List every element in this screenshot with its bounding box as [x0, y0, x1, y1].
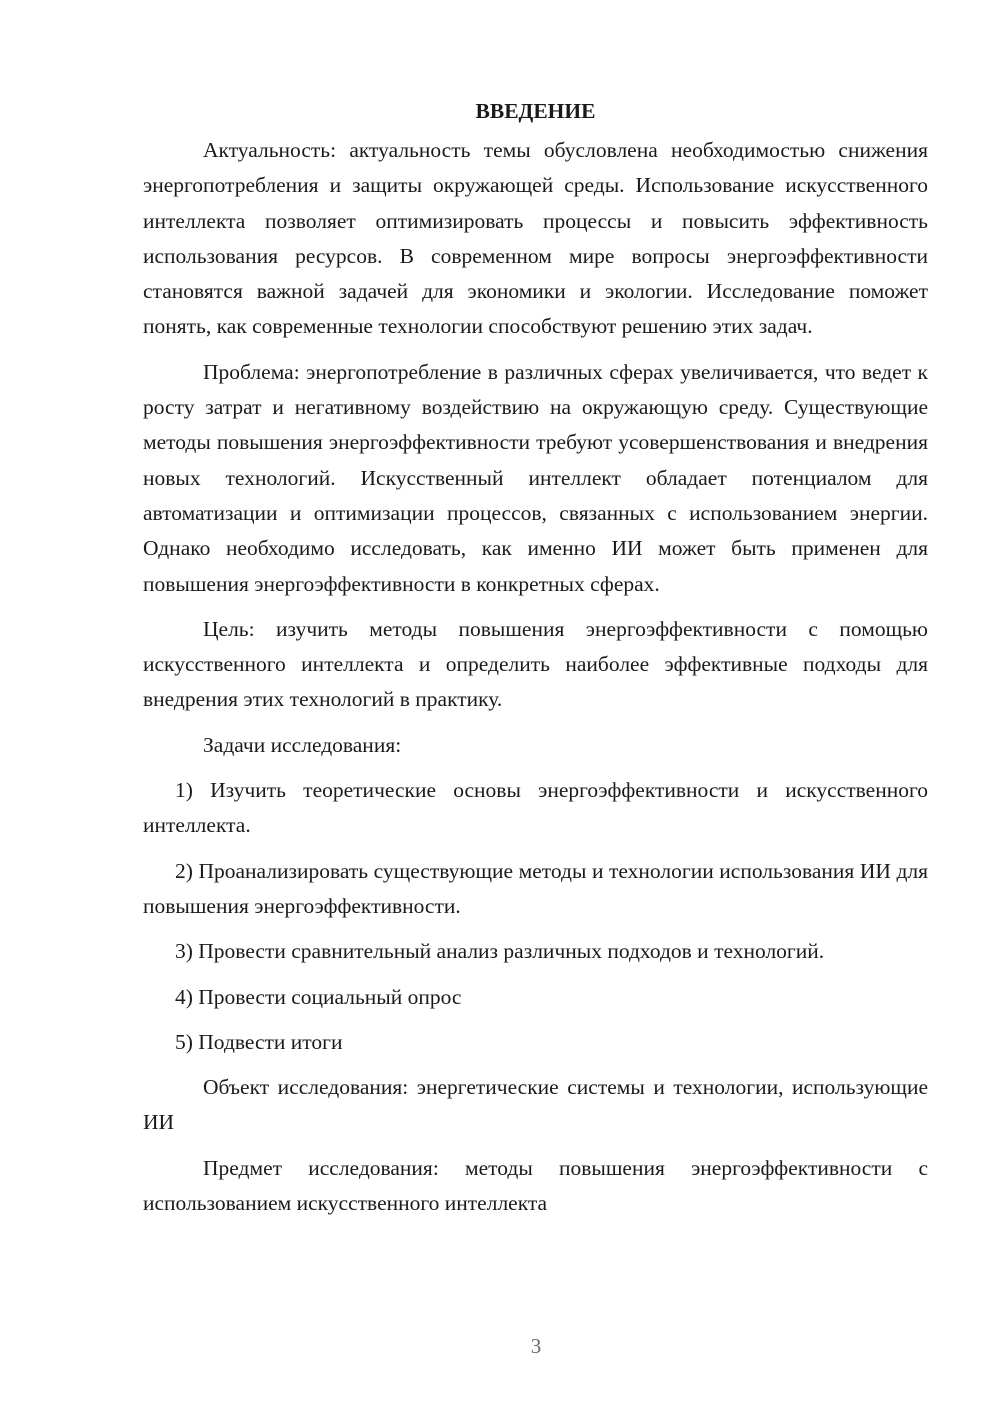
paragraph-object: Объект исследования: энергетические системы и технологии, использующие ИИ: [143, 1075, 928, 1135]
section-title: ВВЕДЕНИЕ: [475, 99, 596, 123]
task-item-1: 1) Изучить теоретические основы энергоэффективности и искусственного интеллекта.: [143, 778, 928, 838]
page-number: 3: [530, 1334, 542, 1358]
paragraph-tasks-heading: Задачи исследования:: [203, 732, 402, 757]
document-page: [143, 95, 928, 1231]
paragraph-relevance: Актуальность: актуальность темы обусловлена необходимостью снижения энергопотребления и защиты окружающей среды. Использование искусственного интеллекта позволяет оптимизировать процессы и повысить эффективность использования ресурсов. В современном мире вопросы энергоэффективности становятся важной задачей для экономики и экологии. Исследование поможет понять, как современные технологии способствуют решению этих задач.: [143, 138, 928, 339]
task-item-2: 2) Проанализировать существующие методы и технологии использования ИИ для повышения энергоэффективности.: [143, 858, 928, 918]
paragraph-subject: Предмет исследования: методы повышения энергоэффективности с использованием искусственного интеллекта: [143, 1155, 928, 1216]
paragraph-problem: Проблема: энергопотребление в различных сферах увеличивается, что ведет к росту затрат и негативному воздействию на окружающую среду. Существующие методы повышения энергоэффективности требуют усовершенствования и внедрения новых технологий. Искусственный интеллект обладает потенциалом для автоматизации и оптимизации процессов, связанных с использованием энергии. Однако необходимо исследовать, как именно ИИ может быть применен для повышения энергоэффективности в конкретных сферах.: [143, 359, 928, 596]
task-item-5: 5) Подвести итоги: [175, 1029, 343, 1054]
paragraph-goal: Цель: изучить методы повышения энергоэффективности с помощью искусственного интеллекта и определить наиболее эффективные подходы для внедрения этих технологий в практику.: [143, 616, 928, 712]
task-item-3: 3) Провести сравнительный анализ различных подходов и технологий.: [175, 939, 825, 964]
task-item-4: 4) Провести социальный опрос: [175, 984, 462, 1009]
